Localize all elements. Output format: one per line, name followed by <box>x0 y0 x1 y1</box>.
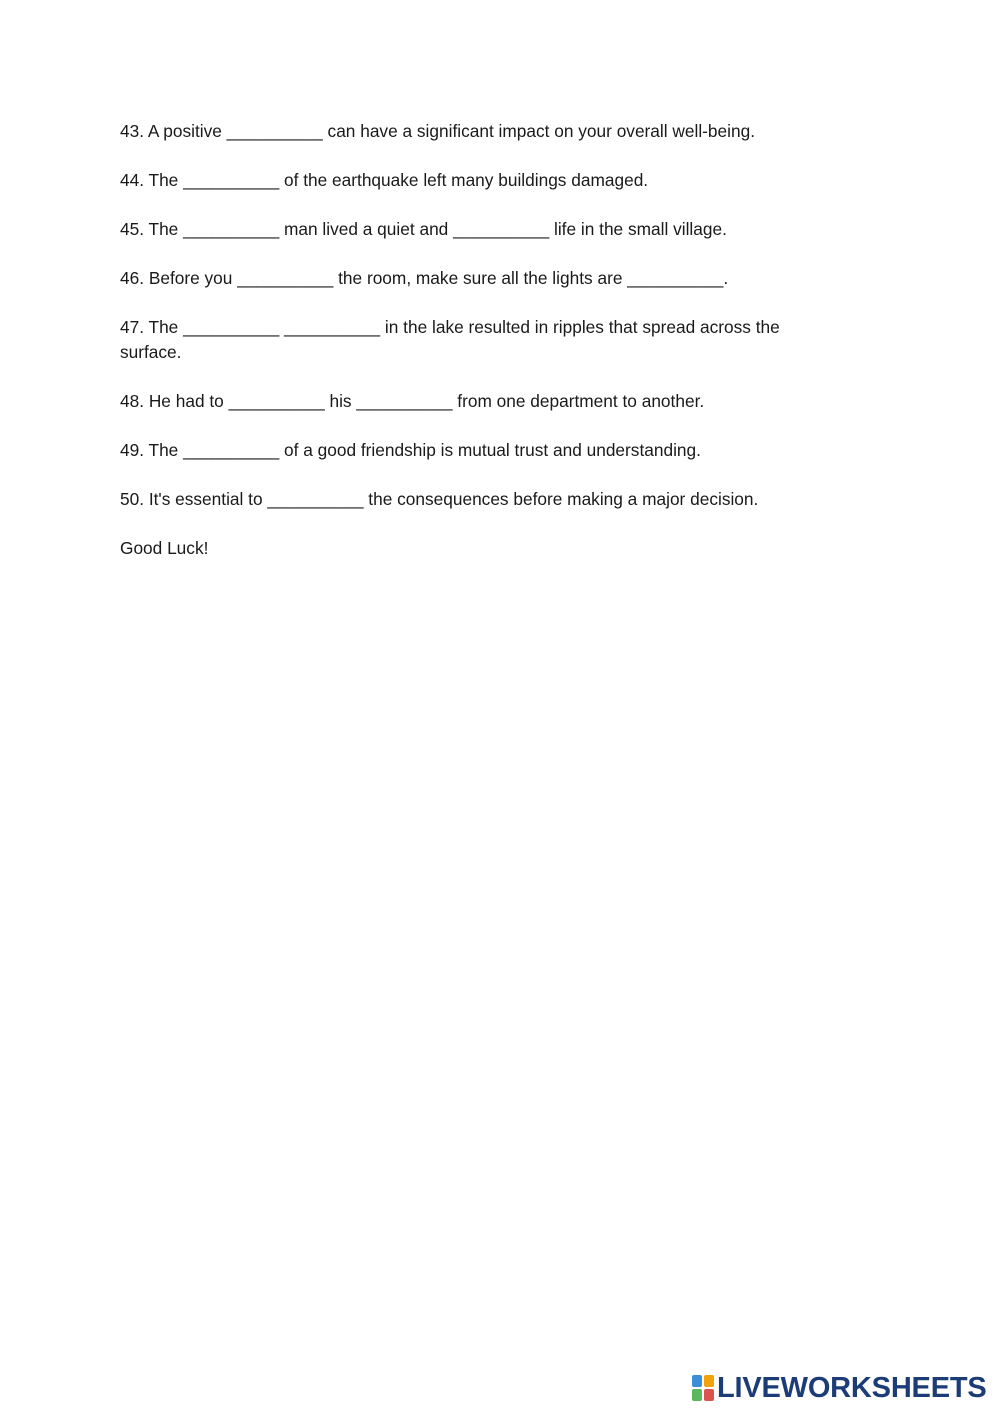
logo-mark-tile <box>704 1389 714 1401</box>
question-43: 43. A positive __________ can have a significant impact on your overall well-being. <box>120 121 756 141</box>
liveworksheets-logo <box>692 1374 987 1402</box>
logo-mark-icon <box>692 1375 714 1401</box>
question-47: 47. The __________ __________ in the lake resulted in ripples that spread across the surface. <box>120 317 780 362</box>
logo-mark-tile <box>692 1389 702 1401</box>
question-49: 49. The __________ of a good friendship is mutual trust and understanding. <box>120 439 701 460</box>
closing-text: Good Luck! <box>120 537 209 558</box>
logo-mark-tile <box>692 1375 702 1387</box>
logo-mark-tile <box>704 1375 714 1387</box>
question-46: 46. Before you __________ the room, make sure all the lights are __________. <box>120 268 729 288</box>
logo-text: LIVEWORKSHEETS <box>717 1372 987 1404</box>
question-44: 44. The __________ of the earthquake left many buildings damaged. <box>120 170 649 190</box>
question-50: 50. It's essential to __________ the consequences before making a major decision. <box>120 488 759 509</box>
question-45: 45. The __________ man lived a quiet and __________ life in the small village. <box>120 219 727 239</box>
worksheet-page <box>120 119 840 560</box>
question-48: 48. He had to __________ his __________ from one department to another. <box>120 390 705 411</box>
